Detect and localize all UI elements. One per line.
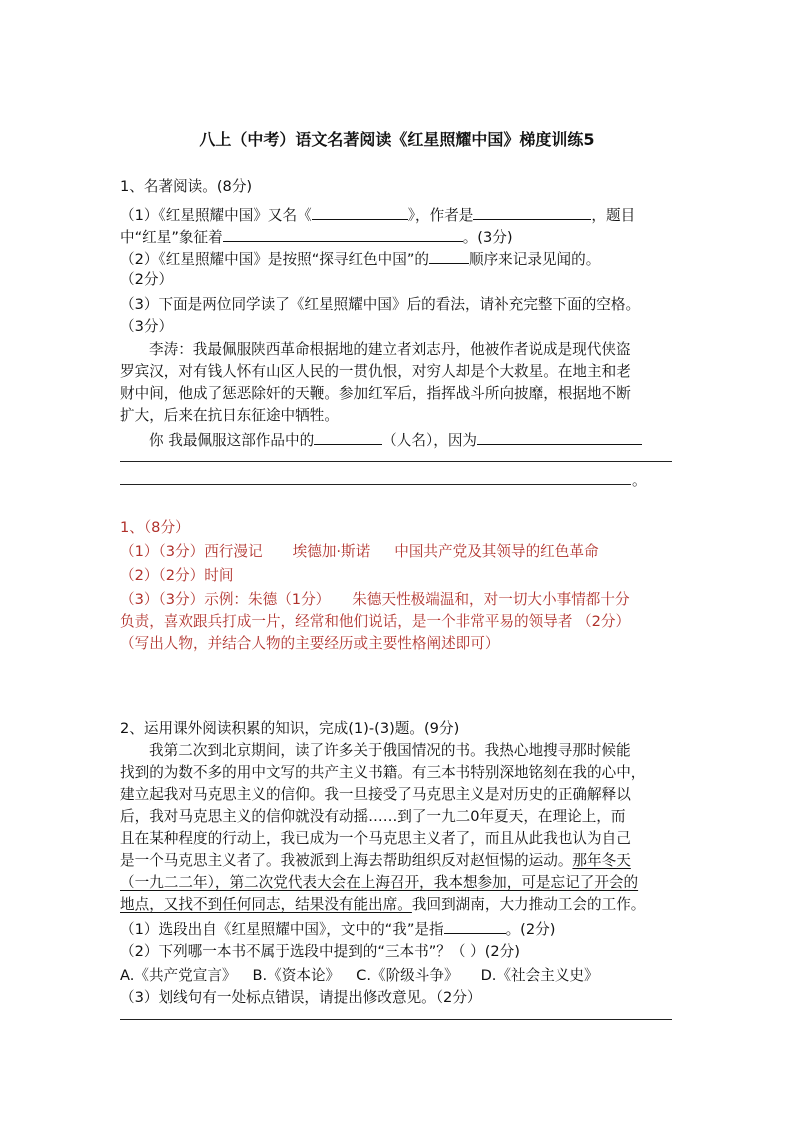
q1-part3-line1: （3）下面是两位同学读了《红星照耀中国》后的看法，请补充完整下面的空格。 <box>120 296 641 313</box>
q1-p1-text-c: ，题目 <box>591 207 636 224</box>
q1-part3-line2: （3分） <box>120 318 174 335</box>
answer1-line5: （写出人物，并结合人物的主要经历或主要性格阐述即可） <box>120 635 500 652</box>
option-a[interactable]: A.《共产党宣言》 <box>120 967 237 984</box>
answer1-l1-b: 埃德加·斯诺 <box>292 543 371 560</box>
q2-passage-line: 建立起我对马克思主义的信仰。我一旦接受了马克思主义是对历史的正确解释以 <box>120 786 631 803</box>
answer-blank[interactable] <box>312 203 408 220</box>
q1-part1-line1 <box>120 203 635 227</box>
q2-passage-text: 是一个马克思主义者了。我被派到上海去帮助组织反对赵恒惕的运动。 <box>120 852 573 869</box>
q2-underlined-sentence: 那年冬天 <box>572 852 631 869</box>
option-c[interactable]: C.《阶级斗争》 <box>356 967 459 984</box>
answer-line[interactable] <box>120 484 631 485</box>
answer1-l1-a: （1）（3分）西行漫记 <box>120 543 263 560</box>
q1-end-mark: 。 <box>632 472 647 489</box>
q2-header: 2、运用课外阅读积累的知识，完成(1)-(3)题。(9分) <box>120 720 460 737</box>
q1-p1-text-a: （1）《红星照耀中国》又名《 <box>120 207 312 224</box>
answer-blank[interactable] <box>314 428 382 445</box>
answer1-line4: 负责，喜欢跟兵打成一片，经常和他们说话，是一个非常平易的领导者 （2分） <box>120 613 631 630</box>
q2-sub3: （3）划线句有一处标点错误，请提出修改意见。（2分） <box>120 989 482 1006</box>
answer-blank[interactable] <box>429 247 469 264</box>
q1-part2-line1 <box>120 247 600 271</box>
q2-underlined-sentence: （一九二二年），第二次党代表大会在上海召开，我本想参加，可是忘记了开会的 <box>120 874 639 891</box>
q2-passage-line: 且在某种程度的行动上，我已成为一个马克思主义者了，而且从此我也认为自己 <box>120 830 631 847</box>
option-b[interactable]: B.《资本论》 <box>252 967 341 984</box>
answer1-l3-a: （3）（3分）示例：朱德（1分） <box>120 591 331 608</box>
q1-part2-line2: （2分） <box>120 271 174 288</box>
q2-options <box>120 965 599 987</box>
page-title: 八上（中考）语文名著阅读《红星照耀中国》梯度训练5 <box>199 130 595 149</box>
q2-sub1-text-b: 。(2分) <box>505 921 556 938</box>
q1-you-text-a: 你 我最佩服这部作品中的 <box>149 432 315 449</box>
q2-passage-line: 后，我对马克思主义的信仰就没有动摇……到了一九二0年夏天，在理论上，而 <box>120 808 626 825</box>
q1-you-text-b: （人名），因为 <box>382 432 478 449</box>
answer-line[interactable] <box>120 461 672 462</box>
q1-passage-line: 罗宾汉，对有钱人怀有山区人民的一贯仇恨，对穷人却是个大救星。在地主和老 <box>120 363 631 380</box>
q2-passage-line: 找到的为数不多的用中文写的共产主义书籍。有三本书特别深地铭刻在我的心中， <box>120 764 646 781</box>
q2-passage-line: 我第二次到北京期间，读了许多关于俄国情况的书。我热心地搜寻那时候能 <box>149 742 631 759</box>
q1-p2-text-b: 顺序来记录见闻的。 <box>468 251 601 268</box>
q1-passage-line: 李涛：我最佩服陕西革命根据地的建立者刘志丹，他被作者说成是现代侠盗 <box>149 341 631 358</box>
answer1-line3 <box>120 589 630 611</box>
answer-blank[interactable] <box>473 203 591 220</box>
q2-sub1 <box>120 917 555 941</box>
answer1-l3-b: 朱德天性极端温和，对一切大小事情都十分 <box>352 591 630 608</box>
q2-sub2: （2）下列哪一本书不属于选段中提到的“三本书”？（ ）(2分) <box>120 943 520 960</box>
answer1-line1 <box>120 541 599 563</box>
q1-passage-line: 财中间，他成了惩恶除奸的天鞭。参加红军后，指挥战斗所向披靡，根据地不断 <box>120 385 631 402</box>
q2-passage-line <box>120 894 645 916</box>
q1-p1-text-b: 》，作者是 <box>407 207 474 224</box>
answer1-line2: （2）（2分）时间 <box>120 567 234 584</box>
q1-p1-text-d: 中“红星”象征着 <box>120 229 223 246</box>
q1-p1-text-e: 。(3分) <box>462 229 513 246</box>
q2-passage-text: 我回到湖南，大力推动工会的工作。 <box>411 896 646 913</box>
q2-sub1-text-a: （1）选段出自《红星照耀中国》，文中的“我”是指 <box>120 921 444 938</box>
q2-underlined-sentence: 地点，又找不到任何同志，结果没有能出席。 <box>120 896 412 913</box>
answer1-l1-c: 中国共产党及其领导的红色革命 <box>394 543 599 560</box>
q1-you-line <box>149 428 642 452</box>
answer1-header: 1、（8分） <box>120 519 190 536</box>
q1-header: 1、名著阅读。(8分) <box>120 178 253 195</box>
q1-p2-text-a: （2）《红星照耀中国》是按照“探寻红色中国”的 <box>120 251 429 268</box>
q1-passage-line: 扩大，后来在抗日东征途中牺牲。 <box>120 407 339 424</box>
option-d[interactable]: D.《社会主义史》 <box>480 967 599 984</box>
answer-blank[interactable] <box>223 225 463 242</box>
q1-part1-line2 <box>120 225 513 249</box>
answer-line[interactable] <box>120 1019 672 1020</box>
answer-blank[interactable] <box>477 428 642 445</box>
answer-blank[interactable] <box>444 917 506 934</box>
q2-passage-line <box>120 850 631 872</box>
